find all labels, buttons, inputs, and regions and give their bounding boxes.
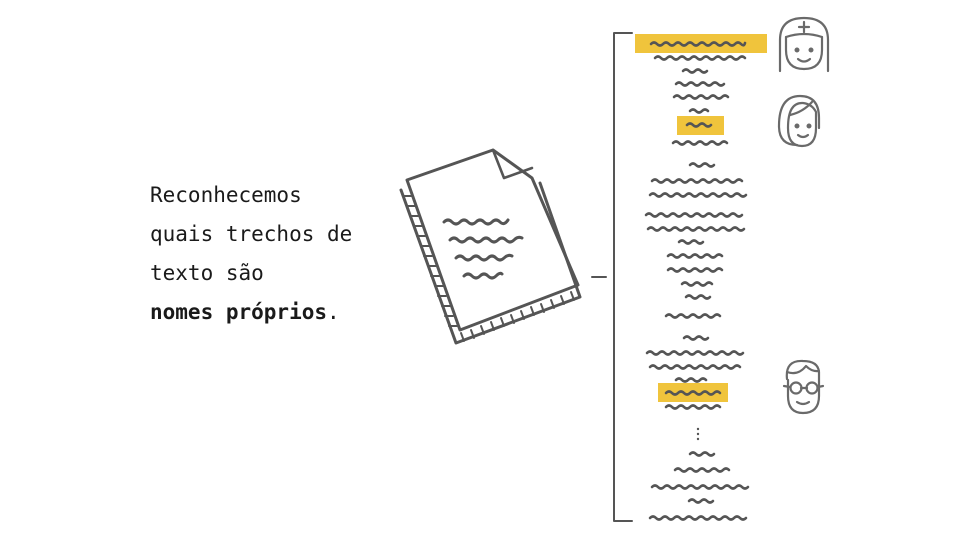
caption-period: . bbox=[327, 300, 340, 324]
caption-line-1: Reconhecemos bbox=[150, 183, 302, 207]
bracket bbox=[614, 33, 632, 521]
man-with-glasses-icon bbox=[784, 361, 823, 413]
caption-line-2: quais trechos de bbox=[150, 222, 353, 246]
nurse-icon bbox=[780, 18, 828, 71]
document-icon bbox=[401, 150, 580, 343]
woman-icon bbox=[779, 96, 819, 146]
caption-emphasis: nomes próprios bbox=[150, 300, 328, 324]
highlight-woman-name bbox=[677, 116, 724, 135]
ellipsis-icon bbox=[697, 428, 699, 440]
text-lines bbox=[646, 43, 748, 520]
caption-line-3: texto são bbox=[150, 261, 264, 285]
